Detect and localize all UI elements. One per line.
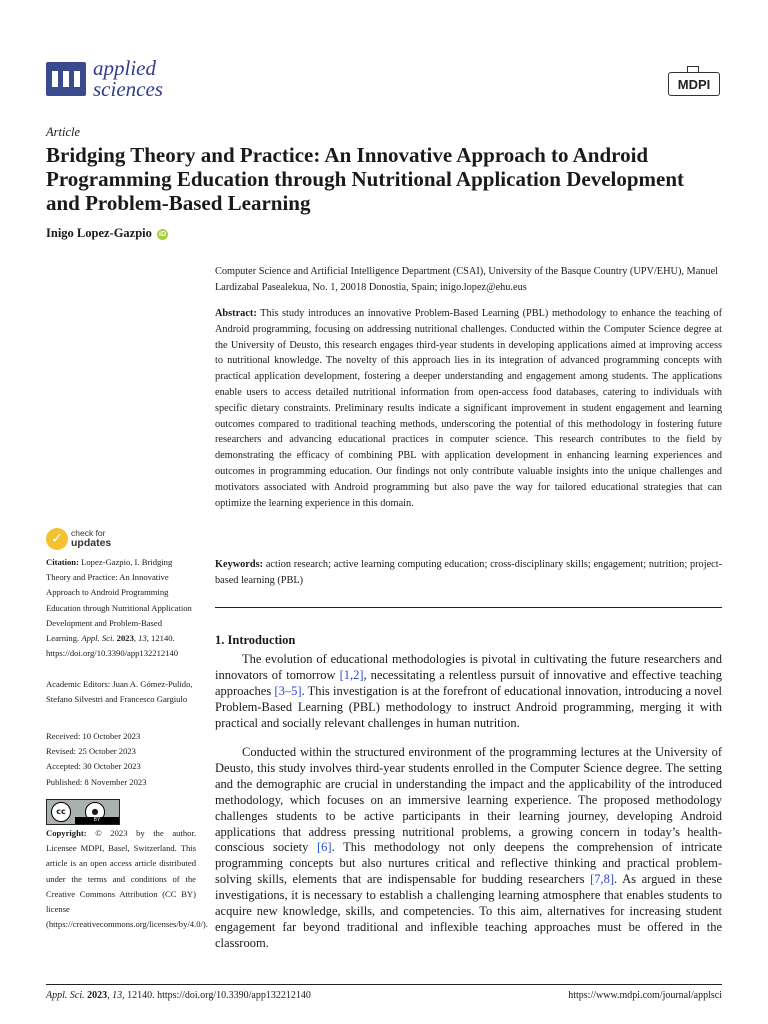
publisher-logo: MDPI xyxy=(668,72,720,96)
article-type: Article xyxy=(46,125,81,139)
journal-logo xyxy=(46,58,186,104)
check-icon: ✓ xyxy=(46,528,68,550)
abstract xyxy=(215,306,722,511)
revised-date: Revised: 25 October 2023 xyxy=(46,746,136,757)
copyright: Copyright: © 2023 by the author. Licensee MDPI, Basel, Switzerland. This article is an open access article distributed under the terms and conditions of the Creative Commons Attribution (CC BY) license (https://creativecommons.org/licenses/by/4.0/). xyxy=(46,828,208,930)
orcid-icon[interactable]: iD xyxy=(159,231,167,238)
dates-block xyxy=(46,729,194,790)
citation-link[interactable]: [1,2] xyxy=(339,667,364,682)
citation-link[interactable]: [7,8] xyxy=(590,872,615,887)
keywords-label: Keywords: xyxy=(215,559,264,570)
affiliation: Computer Science and Artificial Intelligence Department (CSAI), University of the Basque Country (UPV/EHU), Manuel Lardizabal Pasealekua, No. 1, 20018 Donostia, Spain; inigo.lopez@ehu.eus xyxy=(215,266,718,293)
citation-block: Citation: Lopez-Gazpio, I. Bridging Theory and Practice: An Innovative Approach to Android Programming Education through Nutritional Application Development and Problem-Based Learning. Appl. Sci. 2023, 13, 12140. https://doi.org/10.3390/app132212140 xyxy=(46,557,192,659)
abstract-text: This study introduces an innovative Problem-Based Learning (PBL) methodology to enhance the teaching of Android programming, focusing on addressing nutritional challenges. Conducted within the Computer Science degree at the University of Deusto, this research engages third-year students in developing applications aimed at improving access to nutritional knowledge. The novelty of this approach lies in its integration of advanced programming concepts with practical application development, fostering a deeper understanding and engagement among students. The applications enable users to access detailed nutritional information from open-access food databases, catering to individuals with specific dietary constraints. Preliminary results indicate a significant improvement in student engagement and learning outcomes compared to traditional teaching methods, underscoring the potential of this methodology in fostering future researchers and advancing educational practices in computer science. This research contributes to the field by demonstrating the efficacy of combining PBL with application development in enhancing learning experiences and outcomes in programming education. Our findings not only contribute valuable insights into the unique challenges and motivators associated with Android programming but also pave the way for tailored educational strategies that can optimize the learning experience in this domain. xyxy=(215,308,722,509)
footer-citation: Appl. Sci. 2023, 13, 12140. https://doi.org/10.3390/app132212140 xyxy=(46,990,311,1001)
section-heading: 1. Introduction xyxy=(215,633,296,647)
keywords-text: action research; active learning computing education; cross-disciplinary skills; engagement; nutrition; project-based learning (PBL) xyxy=(215,559,722,586)
cc-icon: cc xyxy=(51,802,71,822)
journal-name: applied sciences xyxy=(93,56,163,101)
abstract-label: Abstract: xyxy=(215,308,257,319)
person-icon: ● xyxy=(85,802,105,822)
citation-link[interactable]: [6] xyxy=(317,840,332,855)
divider xyxy=(215,607,722,608)
by-label: BY xyxy=(75,817,119,824)
keywords xyxy=(215,557,722,588)
footer-divider xyxy=(46,984,722,985)
paragraph: The evolution of educational methodologies is pivotal in cultivating the future researchers and innovators of tomorrow [1,2], necessitating a relentless pursuit of innovative and effective teaching approaches [3–5]. This investigation is at the forefront of educational innovation, introducing a novel Problem-Based Learning (PBL) methodology to instruct Android programming, merging it with practical and socially relevant challenges in human nutrition. xyxy=(215,652,723,730)
footer-journal-url[interactable]: https://www.mdpi.com/journal/applsci xyxy=(568,990,722,1001)
journal-logo-icon xyxy=(46,62,86,96)
citation-link[interactable]: [3–5] xyxy=(274,683,302,698)
check-for-updates-badge[interactable]: ✓ check for updates xyxy=(46,528,136,552)
published-date: Published: 8 November 2023 xyxy=(46,776,147,787)
article-title: Bridging Theory and Practice: An Innovative Approach to Android Programming Education through Nutritional Application Development and Problem-Based Learning xyxy=(46,143,685,215)
author-name: Inigo Lopez-Gazpio iD xyxy=(46,226,167,240)
paragraph: Conducted within the structured environment of the programming lectures at the University of Deusto, this study involves third-year students enrolled in the Computer Science degree. The setting and the demographic are crucial in understanding the impact and the applicability of the introduced methodology, which focuses on an immersive learning experience. The proposed methodology challenges students to be active participants in their learning journey, developing Android applications that address pressing nutritional problems, a growing concern in today’s health-conscious society [6]. This methodology not only deepens the comprehension of intricate programming concepts but also nurtures critical and reflective thinking and practical problem-solving skills, elements that are indispensable for budding researchers [7,8]. As argued in these investigations, it is necessary to establish a challenging learning atmosphere that enables students to acquire new knowledge, skills, and competencies. To this aim, alternatives for increasing student engagement far beyond traditional and inflexible teaching approaches must be offered in the classroom. xyxy=(215,745,722,950)
received-date: Received: 10 October 2023 xyxy=(46,731,141,741)
cc-license-badge[interactable] xyxy=(46,799,120,825)
accepted-date: Accepted: 30 October 2023 xyxy=(46,761,141,772)
academic-editors: Academic Editors: Juan A. Gómez-Pulido, Stefano Silvestri and Francesco Gargiulo xyxy=(46,679,193,705)
